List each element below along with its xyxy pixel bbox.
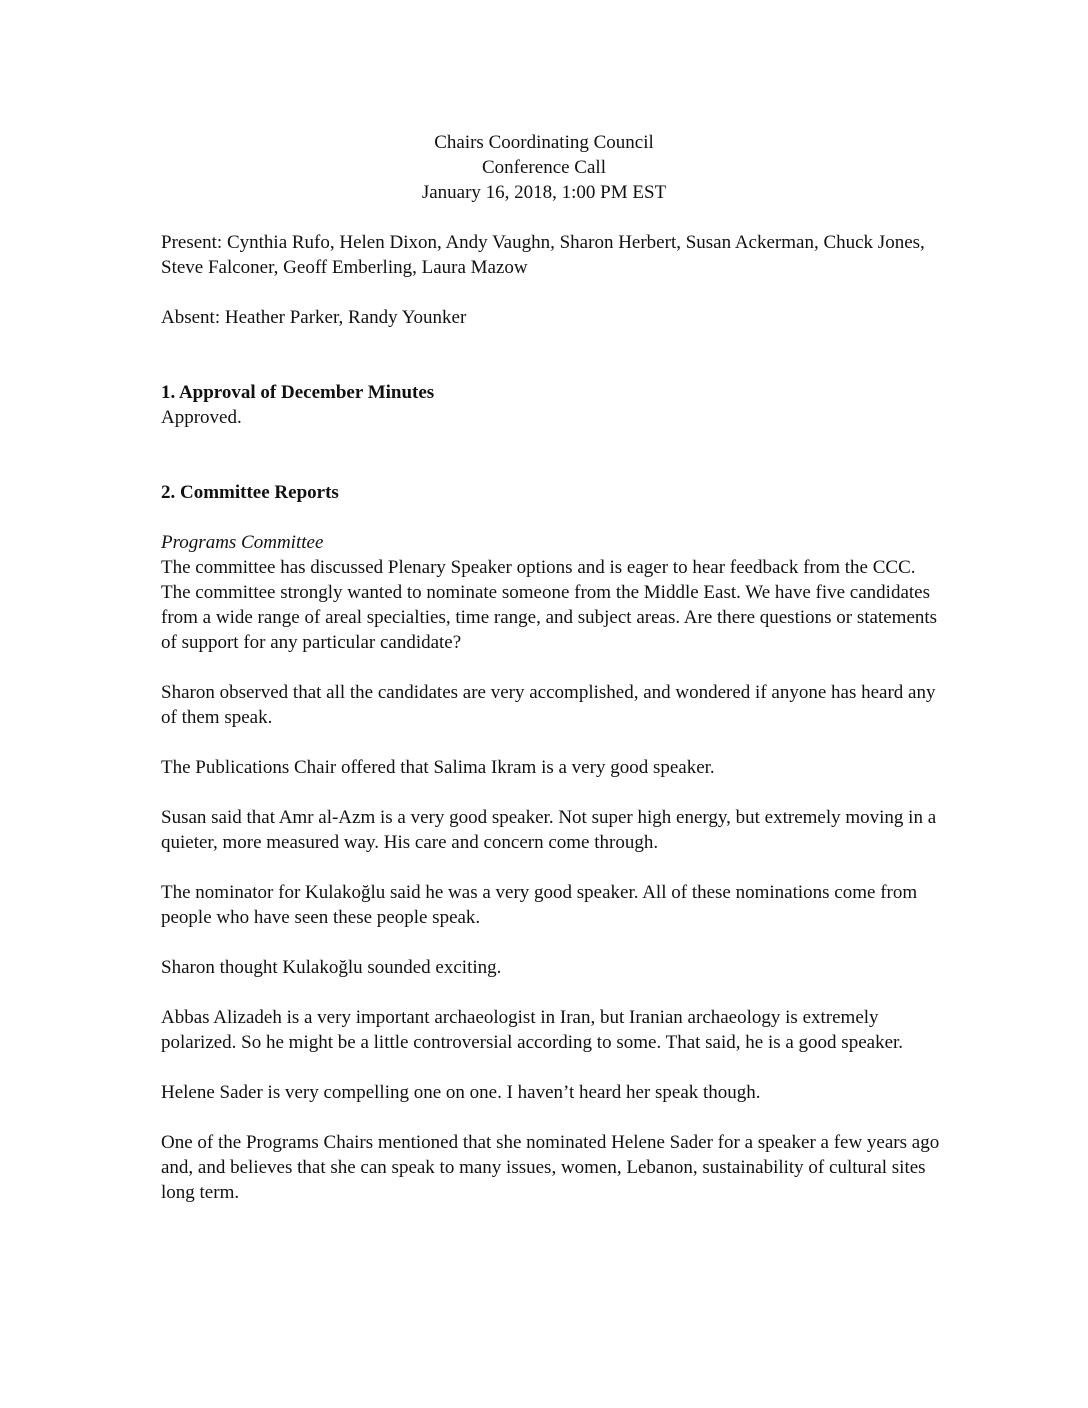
paragraph: The nominator for Kulakoğlu said he was a very good speaker. All of these nominations come from people who have seen these people speak. <box>161 882 918 928</box>
present-list: Present: Cynthia Rufo, Helen Dixon, Andy Vaughn, Sharon Herbert, Susan Ackerman, Chuck Jones, Steve Falconer, Geoff Emberling, Laura Mazow <box>161 232 925 278</box>
document-body <box>161 230 941 1205</box>
subheading-programs-committee: Programs Committee <box>161 532 324 553</box>
paragraph: The committee has discussed Plenary Speaker options and is eager to hear feedback from the CCC. The committee strongly wanted to nominate someone from the Middle East. We have five candidates from a wide range of areal specialties, time range, and subject areas. Are there questions or statements of support for any particular candidate? <box>161 557 938 653</box>
paragraph: One of the Programs Chairs mentioned that she nominated Helene Sader for a speaker a few years ago and, and believes that she can speak to many issues, women, Lebanon, sustainability of cultural sites long term. <box>161 1132 940 1203</box>
meeting-datetime: January 16, 2018, 1:00 PM EST <box>421 182 667 203</box>
paragraph: Sharon thought Kulakoğlu sounded exciting. <box>161 957 502 978</box>
council-title: Chairs Coordinating Council <box>434 132 654 153</box>
paragraph: Susan said that Amr al-Azm is a very good speaker. Not super high energy, but extremely moving in a quieter, more measured way. His care and concern come through. <box>161 807 937 853</box>
paragraph: Sharon observed that all the candidates are very accomplished, and wondered if anyone has heard any of them speak. <box>161 682 936 728</box>
approval-text: Approved. <box>161 407 242 428</box>
section-heading-committee-reports: 2. Committee Reports <box>161 482 339 503</box>
document-header <box>0 130 1088 205</box>
paragraph: The Publications Chair offered that Salima Ikram is a very good speaker. <box>161 757 715 778</box>
paragraph: Abbas Alizadeh is a very important archaeologist in Iran, but Iranian archaeology is extremely polarized. So he might be a little controversial according to some. That said, he is a good speaker. <box>161 1007 904 1053</box>
paragraph: Helene Sader is very compelling one on one. I haven’t heard her speak though. <box>161 1082 761 1103</box>
meeting-type: Conference Call <box>482 157 606 178</box>
section-heading-approval: 1. Approval of December Minutes <box>161 382 435 403</box>
absent-list: Absent: Heather Parker, Randy Younker <box>161 307 467 328</box>
